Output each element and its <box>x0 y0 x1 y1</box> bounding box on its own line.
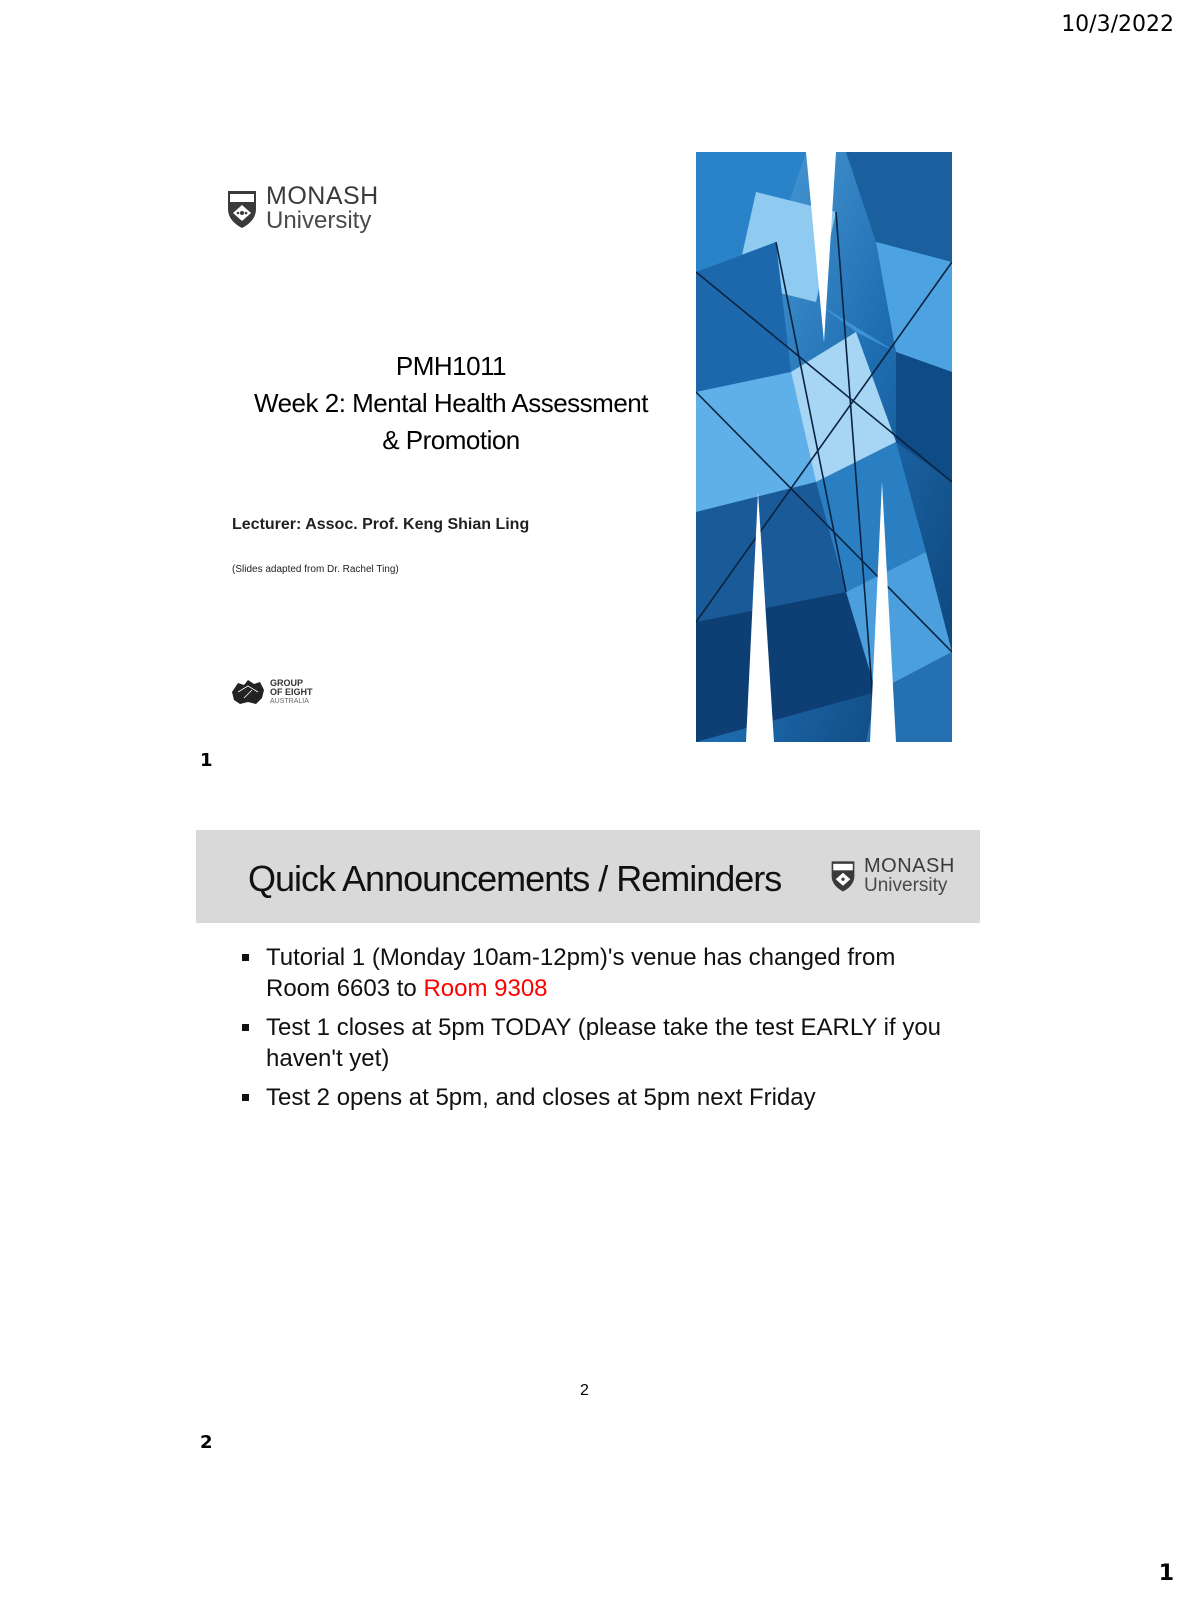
bullet-square-icon <box>242 1094 249 1101</box>
announcement-list <box>242 942 962 1121</box>
slide-footer-number: 2 <box>580 1382 589 1399</box>
g8-line-3: AUSTRALIA <box>270 697 309 705</box>
print-date: 10/3/2022 <box>1061 12 1174 37</box>
logo-line-2: University <box>266 207 372 234</box>
bullet-square-icon <box>242 1024 249 1031</box>
logo-line-2: University <box>864 875 948 896</box>
title-line: & Promotion <box>382 425 520 455</box>
monash-logo <box>830 856 955 895</box>
title-line: Week 2: Mental Health Assessment <box>254 388 648 418</box>
monash-logo <box>226 184 379 233</box>
list-item <box>242 1012 962 1074</box>
monash-crest-icon <box>226 189 258 229</box>
highlighted-room: Room 9308 <box>423 975 548 1002</box>
slide-index: 1 <box>200 750 213 771</box>
page-number: 1 <box>1158 1561 1174 1586</box>
lecturer-line: Lecturer: Assoc. Prof. Keng Shian Ling <box>232 516 530 533</box>
title-line: PMH1011 <box>395 351 507 381</box>
slide-1 <box>196 152 980 752</box>
geometric-blue-artwork <box>696 152 952 742</box>
logo-line-1: MONASH <box>864 855 955 877</box>
slide-index: 2 <box>200 1432 213 1453</box>
list-item <box>242 942 962 1004</box>
slide-title <box>226 348 676 459</box>
adaptation-note: (Slides adapted from Dr. Rachel Ting) <box>232 564 399 575</box>
monash-crest-icon <box>830 859 856 893</box>
slide-2 <box>196 830 980 1430</box>
list-item <box>242 1082 962 1113</box>
group-of-eight-logo <box>230 678 313 706</box>
logo-line-1: MONASH <box>266 182 379 210</box>
bullet-text: Test 1 closes at 5pm TODAY (please take the test EARLY if you haven't yet) <box>266 1014 942 1072</box>
bullet-text: Test 2 opens at 5pm, and closes at 5pm next Friday <box>266 1084 816 1111</box>
bullet-square-icon <box>242 954 249 961</box>
g8-line-1: GROUP <box>270 677 304 688</box>
bullet-text: Tutorial 1 (Monday 10am-12pm)'s venue has changed from Room 6603 to <box>266 944 896 1002</box>
australia-map-icon <box>230 678 266 706</box>
slide-title: Quick Announcements / Reminders <box>248 858 782 899</box>
g8-line-2: OF EIGHT <box>270 686 313 697</box>
